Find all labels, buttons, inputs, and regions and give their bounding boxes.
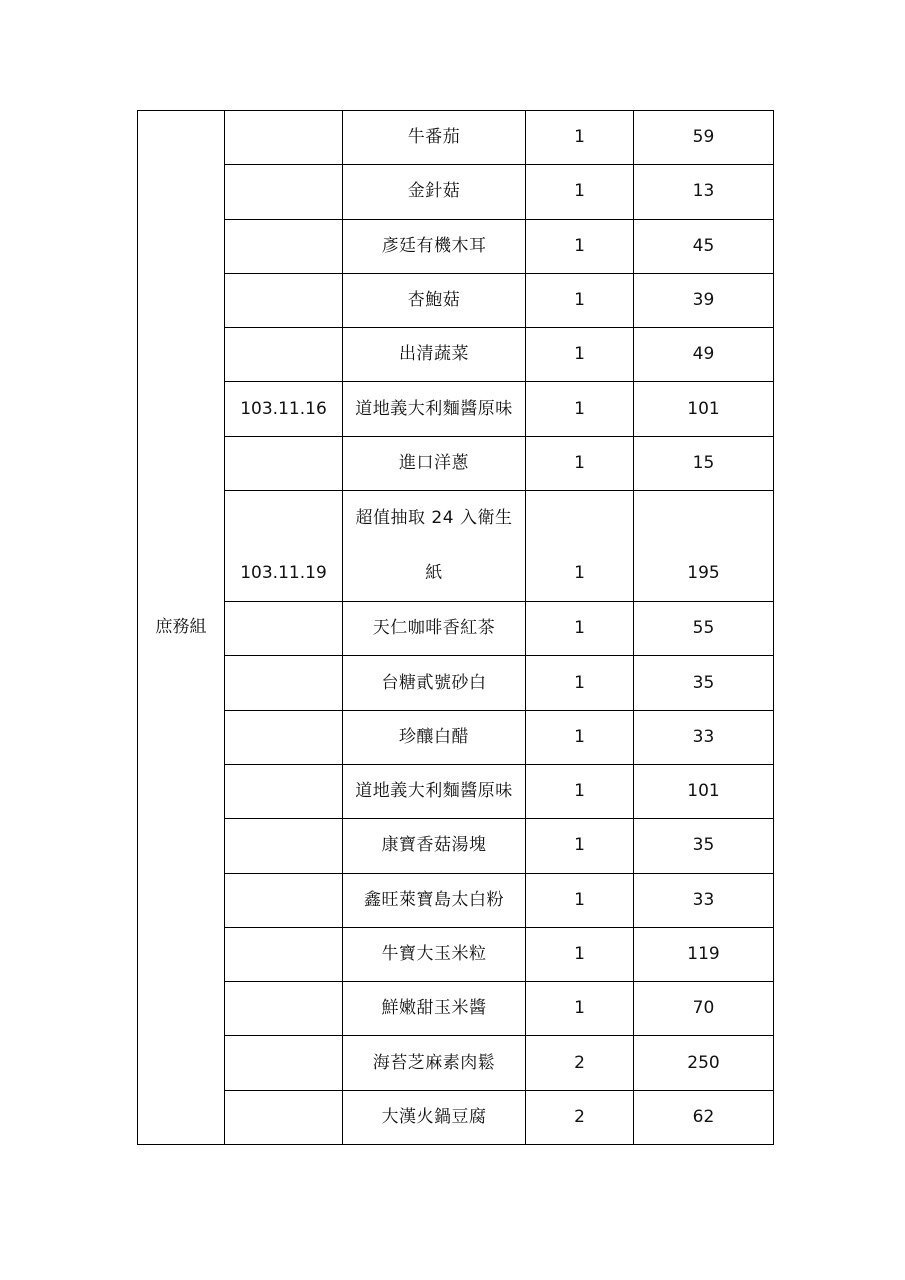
table-row [138, 165, 774, 219]
amount-cell: 49 [634, 328, 774, 382]
item-cell: 牛番茄 [343, 111, 526, 165]
table-row [138, 819, 774, 873]
department-cell: 庶務組 [138, 111, 225, 1145]
qty-cell: 1 [526, 764, 634, 818]
amount-text: 195 [687, 563, 720, 584]
date-cell [225, 710, 343, 764]
table-row [138, 328, 774, 382]
item-cell: 珍釀白醋 [343, 710, 526, 764]
qty-cell: 1 [526, 328, 634, 382]
table-row [138, 873, 774, 927]
amount-cell: 35 [634, 819, 774, 873]
amount-cell: 62 [634, 1090, 774, 1144]
item-cell: 康寶香菇湯塊 [343, 819, 526, 873]
amount-cell: 101 [634, 764, 774, 818]
qty-cell: 1 [526, 436, 634, 490]
item-cell: 彥廷有機木耳 [343, 219, 526, 273]
qty-cell: 1 [526, 982, 634, 1036]
table-row [138, 710, 774, 764]
date-cell [225, 1090, 343, 1144]
amount-cell: 59 [634, 111, 774, 165]
date-cell [225, 819, 343, 873]
amount-cell: 39 [634, 273, 774, 327]
item-cell: 杏鮑菇 [343, 273, 526, 327]
qty-cell: 1 [526, 219, 634, 273]
item-cell: 金針菇 [343, 165, 526, 219]
amount-cell: 35 [634, 656, 774, 710]
table-row [138, 382, 774, 436]
table-row [138, 656, 774, 710]
qty-cell: 1 [526, 710, 634, 764]
qty-cell: 1 [526, 165, 634, 219]
item-text-line2: 紙 [425, 563, 443, 584]
qty-cell: 1 [526, 273, 634, 327]
table-row [138, 436, 774, 490]
item-text-line1: 超值抽取 24 入衛生 [355, 508, 513, 529]
qty-cell: 1 [526, 656, 634, 710]
item-cell: 道地義大利麵醬原味 [343, 382, 526, 436]
amount-cell: 45 [634, 219, 774, 273]
table-row [138, 111, 774, 165]
item-cell: 鑫旺萊寶島太白粉 [343, 873, 526, 927]
qty-cell: 1 [526, 927, 634, 981]
item-cell: 牛寶大玉米粒 [343, 927, 526, 981]
item-cell: 鮮嫩甜玉米醬 [343, 982, 526, 1036]
item-cell: 海苔芝麻素肉鬆 [343, 1036, 526, 1090]
item-cell: 天仁咖啡香紅茶 [343, 602, 526, 656]
amount-cell: 119 [634, 927, 774, 981]
date-cell [225, 491, 343, 602]
item-cell: 出清蔬菜 [343, 328, 526, 382]
date-cell [225, 982, 343, 1036]
qty-cell [526, 491, 634, 602]
qty-text: 1 [574, 563, 585, 584]
date-cell: 103.11.16 [225, 382, 343, 436]
date-cell [225, 165, 343, 219]
qty-cell: 1 [526, 382, 634, 436]
amount-cell: 13 [634, 165, 774, 219]
table-row [138, 1090, 774, 1144]
date-cell [225, 273, 343, 327]
qty-cell: 1 [526, 111, 634, 165]
item-cell: 道地義大利麵醬原味 [343, 764, 526, 818]
date-cell [225, 656, 343, 710]
amount-cell: 15 [634, 436, 774, 490]
date-cell [225, 111, 343, 165]
table-row [138, 273, 774, 327]
date-cell [225, 219, 343, 273]
item-cell [343, 491, 526, 602]
item-cell: 進口洋蔥 [343, 436, 526, 490]
date-cell [225, 927, 343, 981]
qty-cell: 1 [526, 819, 634, 873]
table-row [138, 491, 774, 602]
amount-cell: 101 [634, 382, 774, 436]
amount-cell: 70 [634, 982, 774, 1036]
date-cell [225, 436, 343, 490]
table-row [138, 927, 774, 981]
date-cell [225, 873, 343, 927]
amount-cell: 250 [634, 1036, 774, 1090]
amount-cell: 33 [634, 873, 774, 927]
qty-cell: 2 [526, 1090, 634, 1144]
amount-cell: 33 [634, 710, 774, 764]
table-row [138, 602, 774, 656]
date-text: 103.11.19 [240, 563, 327, 584]
qty-cell: 1 [526, 873, 634, 927]
table-row [138, 982, 774, 1036]
item-cell: 大漢火鍋豆腐 [343, 1090, 526, 1144]
amount-cell: 55 [634, 602, 774, 656]
date-cell [225, 764, 343, 818]
date-cell [225, 328, 343, 382]
qty-cell: 2 [526, 1036, 634, 1090]
item-cell: 台糖貳號砂白 [343, 656, 526, 710]
date-cell [225, 602, 343, 656]
expense-table [137, 110, 774, 1145]
qty-cell: 1 [526, 602, 634, 656]
table-row [138, 764, 774, 818]
table-row [138, 1036, 774, 1090]
amount-cell [634, 491, 774, 602]
date-cell [225, 1036, 343, 1090]
table-row [138, 219, 774, 273]
